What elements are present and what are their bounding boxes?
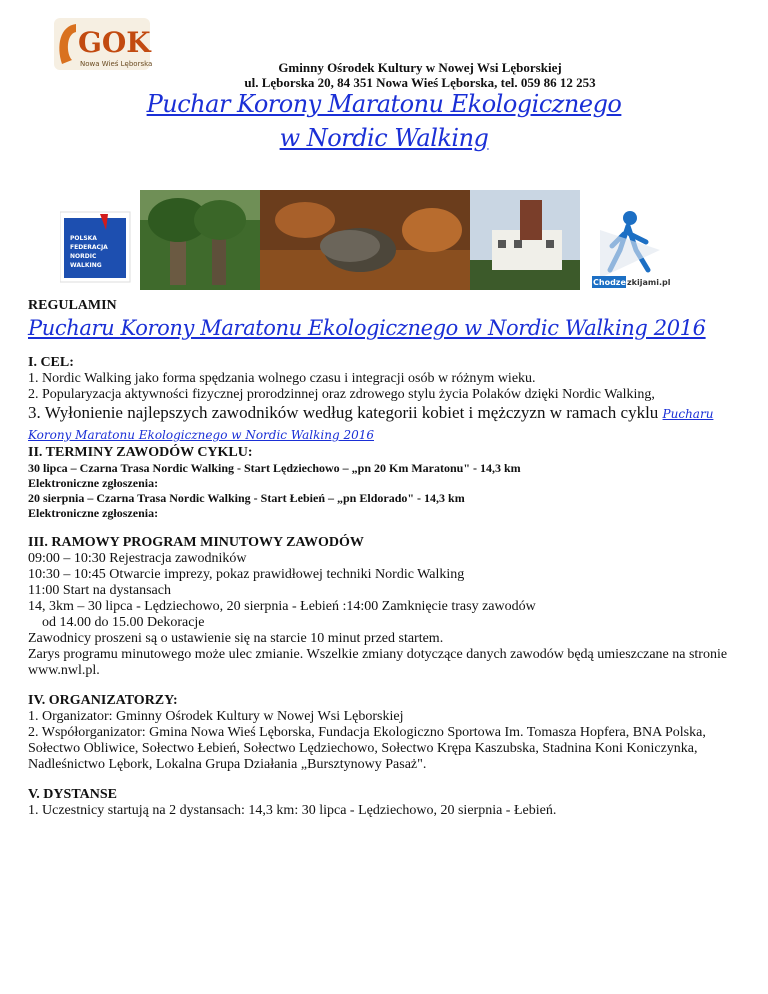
program-item-3: 11:00 Start na dystansach xyxy=(28,583,171,598)
trees-photo xyxy=(140,190,260,290)
svg-text:Chodze: Chodze xyxy=(593,278,626,287)
svg-text:FEDERACJA: FEDERACJA xyxy=(70,244,108,251)
program-item-2: 10:30 – 10:45 Otwarcie imprezy, pokaz prawidłowej techniki Nordic Walking xyxy=(28,567,465,582)
terminy-item-1: 30 lipca – Czarna Trasa Nordic Walking - Start Lędziechowo – „pn 20 Km Maratonu" - 14,3 km xyxy=(28,461,521,475)
cel-item-1: 1. Nordic Walking jako forma spędzania wolnego czasu i integracji osób w różnym wieku. xyxy=(28,371,536,386)
dyst-heading: V. DYSTANSE xyxy=(28,787,117,802)
regulamin-heading: REGULAMIN xyxy=(28,298,117,313)
header-line-2: ul. Lęborska 20, 84 351 Nowa Wieś Lęborska, tel. 059 86 12 253 xyxy=(244,75,596,90)
regulamin-subtitle[interactable]: Pucharu Korony Maratonu Ekologicznego w Nordic Walking 2016 xyxy=(28,316,706,340)
org-item-1: 1. Organizator: Gminny Ośrodek Kultury w Nowej Wsi Lęborskiej xyxy=(28,709,404,724)
chodzezkijami-logo xyxy=(590,198,670,290)
svg-text:GOK: GOK xyxy=(78,26,151,59)
svg-text:Nowa Wieś Lęborska: Nowa Wieś Lęborska xyxy=(80,60,152,68)
dyst-item-1: 1. Uczestnicy startują na 2 dystansach: 14,3 km: 30 lipca - Lędziechowo, 20 sierpnia - Łebień. xyxy=(28,803,557,818)
program-item-5: od 14.00 do 15.00 Dekoracje xyxy=(42,615,205,630)
terminy-item-4: Elektroniczne zgłoszenia: xyxy=(28,506,159,520)
svg-text:POLSKA: POLSKA xyxy=(70,235,97,242)
org-item-2: 2. Współorganizator: Gmina Nowa Wieś Lęborska, Fundacja Ekologiczno Sportowa Im. Tomasza Hopfera, BNA Polska, Sołectwo Obliwice, Sołectwo Łebień, Sołectwo Lędziechowo, Sołectwo Krępa Kaszubska, Stadnina Koni Koniczynka, Nadleśnictwo Lębork, Lokalna Grupa Działania „Bursztynowy Pasaż". xyxy=(28,725,706,772)
svg-text:NORDIC: NORDIC xyxy=(70,253,97,260)
terminy-item-3: 20 sierpnia – Czarna Trasa Nordic Walking - Start Łebień – „pn Eldorado" - 14,3 km xyxy=(28,491,465,505)
program-heading: III. RAMOWY PROGRAM MINUTOWY ZAWODÓW xyxy=(28,535,364,550)
cel-item-3-link[interactable]: Pucharu Korony Maratonu Ekologicznego w Nordic Walking 2016 xyxy=(28,407,714,442)
title-line-2[interactable]: w Nordic Walking xyxy=(279,124,489,152)
cel-heading: I. CEL: xyxy=(28,355,74,370)
title-line-1[interactable]: Puchar Korony Maratonu Ekologicznego xyxy=(146,90,622,118)
cel-item-3: 3. Wyłonienie najlepszych zawodników według kategorii kobiet i mężczyzn w ramach cyklu Pucharu Korony Maratonu Ekologicznego w Nordic Walking 2016 xyxy=(28,403,714,442)
svg-text:zkijami.pl: zkijami.pl xyxy=(627,278,670,287)
program-item-6: Zawodnicy proszeni są o ustawienie się na starcie 10 minut przed startem. xyxy=(28,631,444,646)
document-body xyxy=(28,355,743,819)
org-heading: IV. ORGANIZATORZY: xyxy=(28,693,178,708)
pfnw-logo xyxy=(60,212,130,282)
terminy-heading: II. TERMINY ZAWODÓW CYKLU: xyxy=(28,445,253,460)
header-line-1: Gminny Ośrodek Kultury w Nowej Wsi Lęborskiej xyxy=(278,60,562,75)
building-photo xyxy=(470,190,580,290)
cel-item-2: 2. Popularyzacja aktywności fizycznej prorodzinnej oraz zdrowego stylu życia Polaków dzięki Nordic Walking, xyxy=(28,387,655,402)
banner-image xyxy=(60,190,670,290)
program-item-4: 14, 3km – 30 lipca - Lędziechowo, 20 sierpnia - Łebień :14:00 Zamknięcie trasy zawodów xyxy=(28,599,536,614)
svg-text:WALKING: WALKING xyxy=(70,262,102,269)
hedgehog-photo xyxy=(260,190,470,290)
program-item-7: Zarys programu minutowego może ulec zmianie. Wszelkie zmiany dotyczące danych zawodów będą umieszczane na stronie www.nwl.pl. xyxy=(28,647,728,678)
terminy-item-2: Elektroniczne zgłoszenia: xyxy=(28,476,159,490)
program-item-1: 09:00 – 10:30 Rejestracja zawodników xyxy=(28,551,247,566)
